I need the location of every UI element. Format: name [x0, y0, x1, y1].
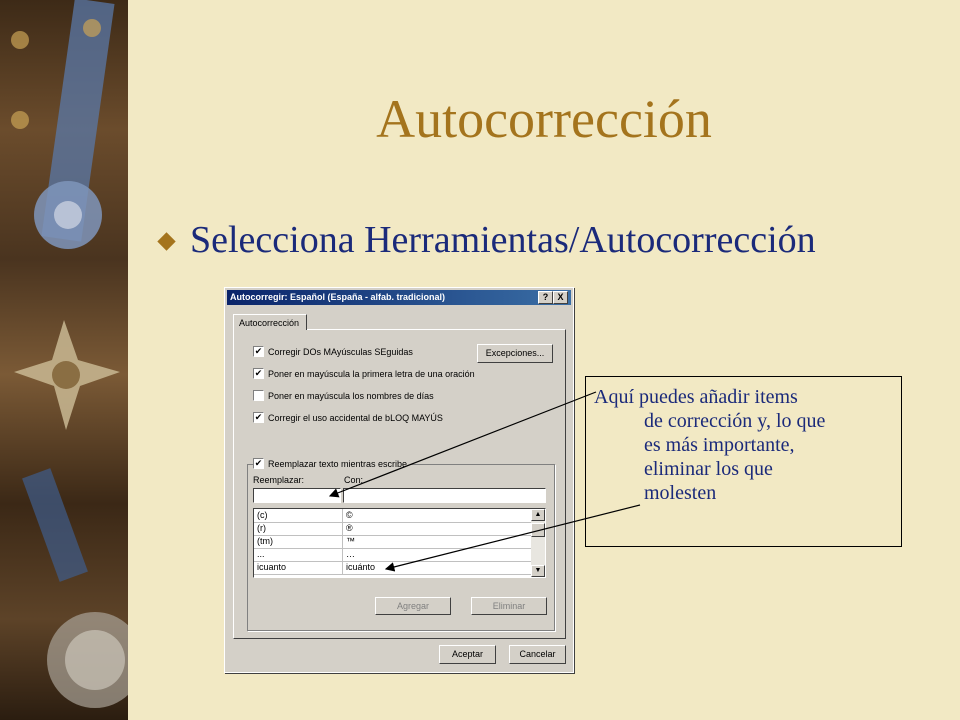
option-label: Corregir el uso accidental de bLOQ MAYÚS: [268, 412, 443, 423]
callout-line-4: eliminar los que: [644, 458, 773, 480]
dialog-title: Autocorregir: Español (España - alfab. tradicional): [230, 292, 446, 302]
bullet-text: Selecciona Herramientas/Autocorrección: [190, 219, 816, 261]
callout-line-3: es más importante,: [644, 434, 795, 456]
replace-while-typing-checkbox[interactable]: ✔: [254, 458, 263, 468]
with-label: Con:: [344, 475, 364, 485]
close-button[interactable]: X: [553, 291, 568, 304]
option-label: Poner en mayúscula la primera letra de una oración: [268, 368, 475, 379]
slide-title: Autocorrección: [376, 89, 712, 149]
list-item-to: …: [346, 549, 355, 559]
option-caps-lock-checkbox[interactable]: ✔: [254, 412, 263, 422]
option-label: Poner en mayúscula los nombres de días: [268, 390, 434, 401]
scroll-up-icon[interactable]: ▲: [531, 509, 545, 521]
callout-line-5: molesten: [644, 482, 717, 504]
option-capitalize-sentence-checkbox[interactable]: ✔: [254, 368, 263, 378]
option-two-capitals-checkbox[interactable]: ✔: [254, 346, 263, 356]
tab-autocorreccion[interactable]: Autocorrección: [233, 314, 307, 330]
replace-while-typing-label: Reemplazar texto mientras escribe: [268, 458, 408, 469]
list-item-from: ...: [257, 549, 265, 559]
list-item-from: (c): [257, 510, 268, 520]
arrow-to-replace-field: [330, 392, 596, 496]
replace-label: Reemplazar:: [253, 475, 305, 485]
help-button[interactable]: ?: [538, 291, 553, 304]
list-item-to: ®: [346, 523, 353, 533]
list-item-to: icuánto: [346, 562, 376, 572]
arrow-to-list: [386, 505, 640, 569]
exceptions-button[interactable]: Excepciones...: [477, 344, 553, 363]
list-item-from: (r): [257, 523, 266, 533]
add-button[interactable]: Agregar: [375, 597, 451, 615]
option-label: Corregir DOs MAyúsculas SEguidas: [268, 346, 413, 357]
ok-button[interactable]: Aceptar: [439, 645, 496, 664]
list-item-from: icuanto: [257, 562, 287, 572]
list-item-to: ©: [346, 510, 353, 520]
scroll-down-icon[interactable]: ▼: [531, 565, 545, 577]
delete-button[interactable]: Eliminar: [471, 597, 547, 615]
cancel-button[interactable]: Cancelar: [509, 645, 566, 664]
callout-line-2: de corrección y, lo que: [644, 410, 826, 432]
list-item-from: (tm): [257, 536, 273, 546]
callout-line-1: Aquí puedes añadir items: [594, 386, 798, 408]
list-item-to: ™: [346, 536, 355, 546]
